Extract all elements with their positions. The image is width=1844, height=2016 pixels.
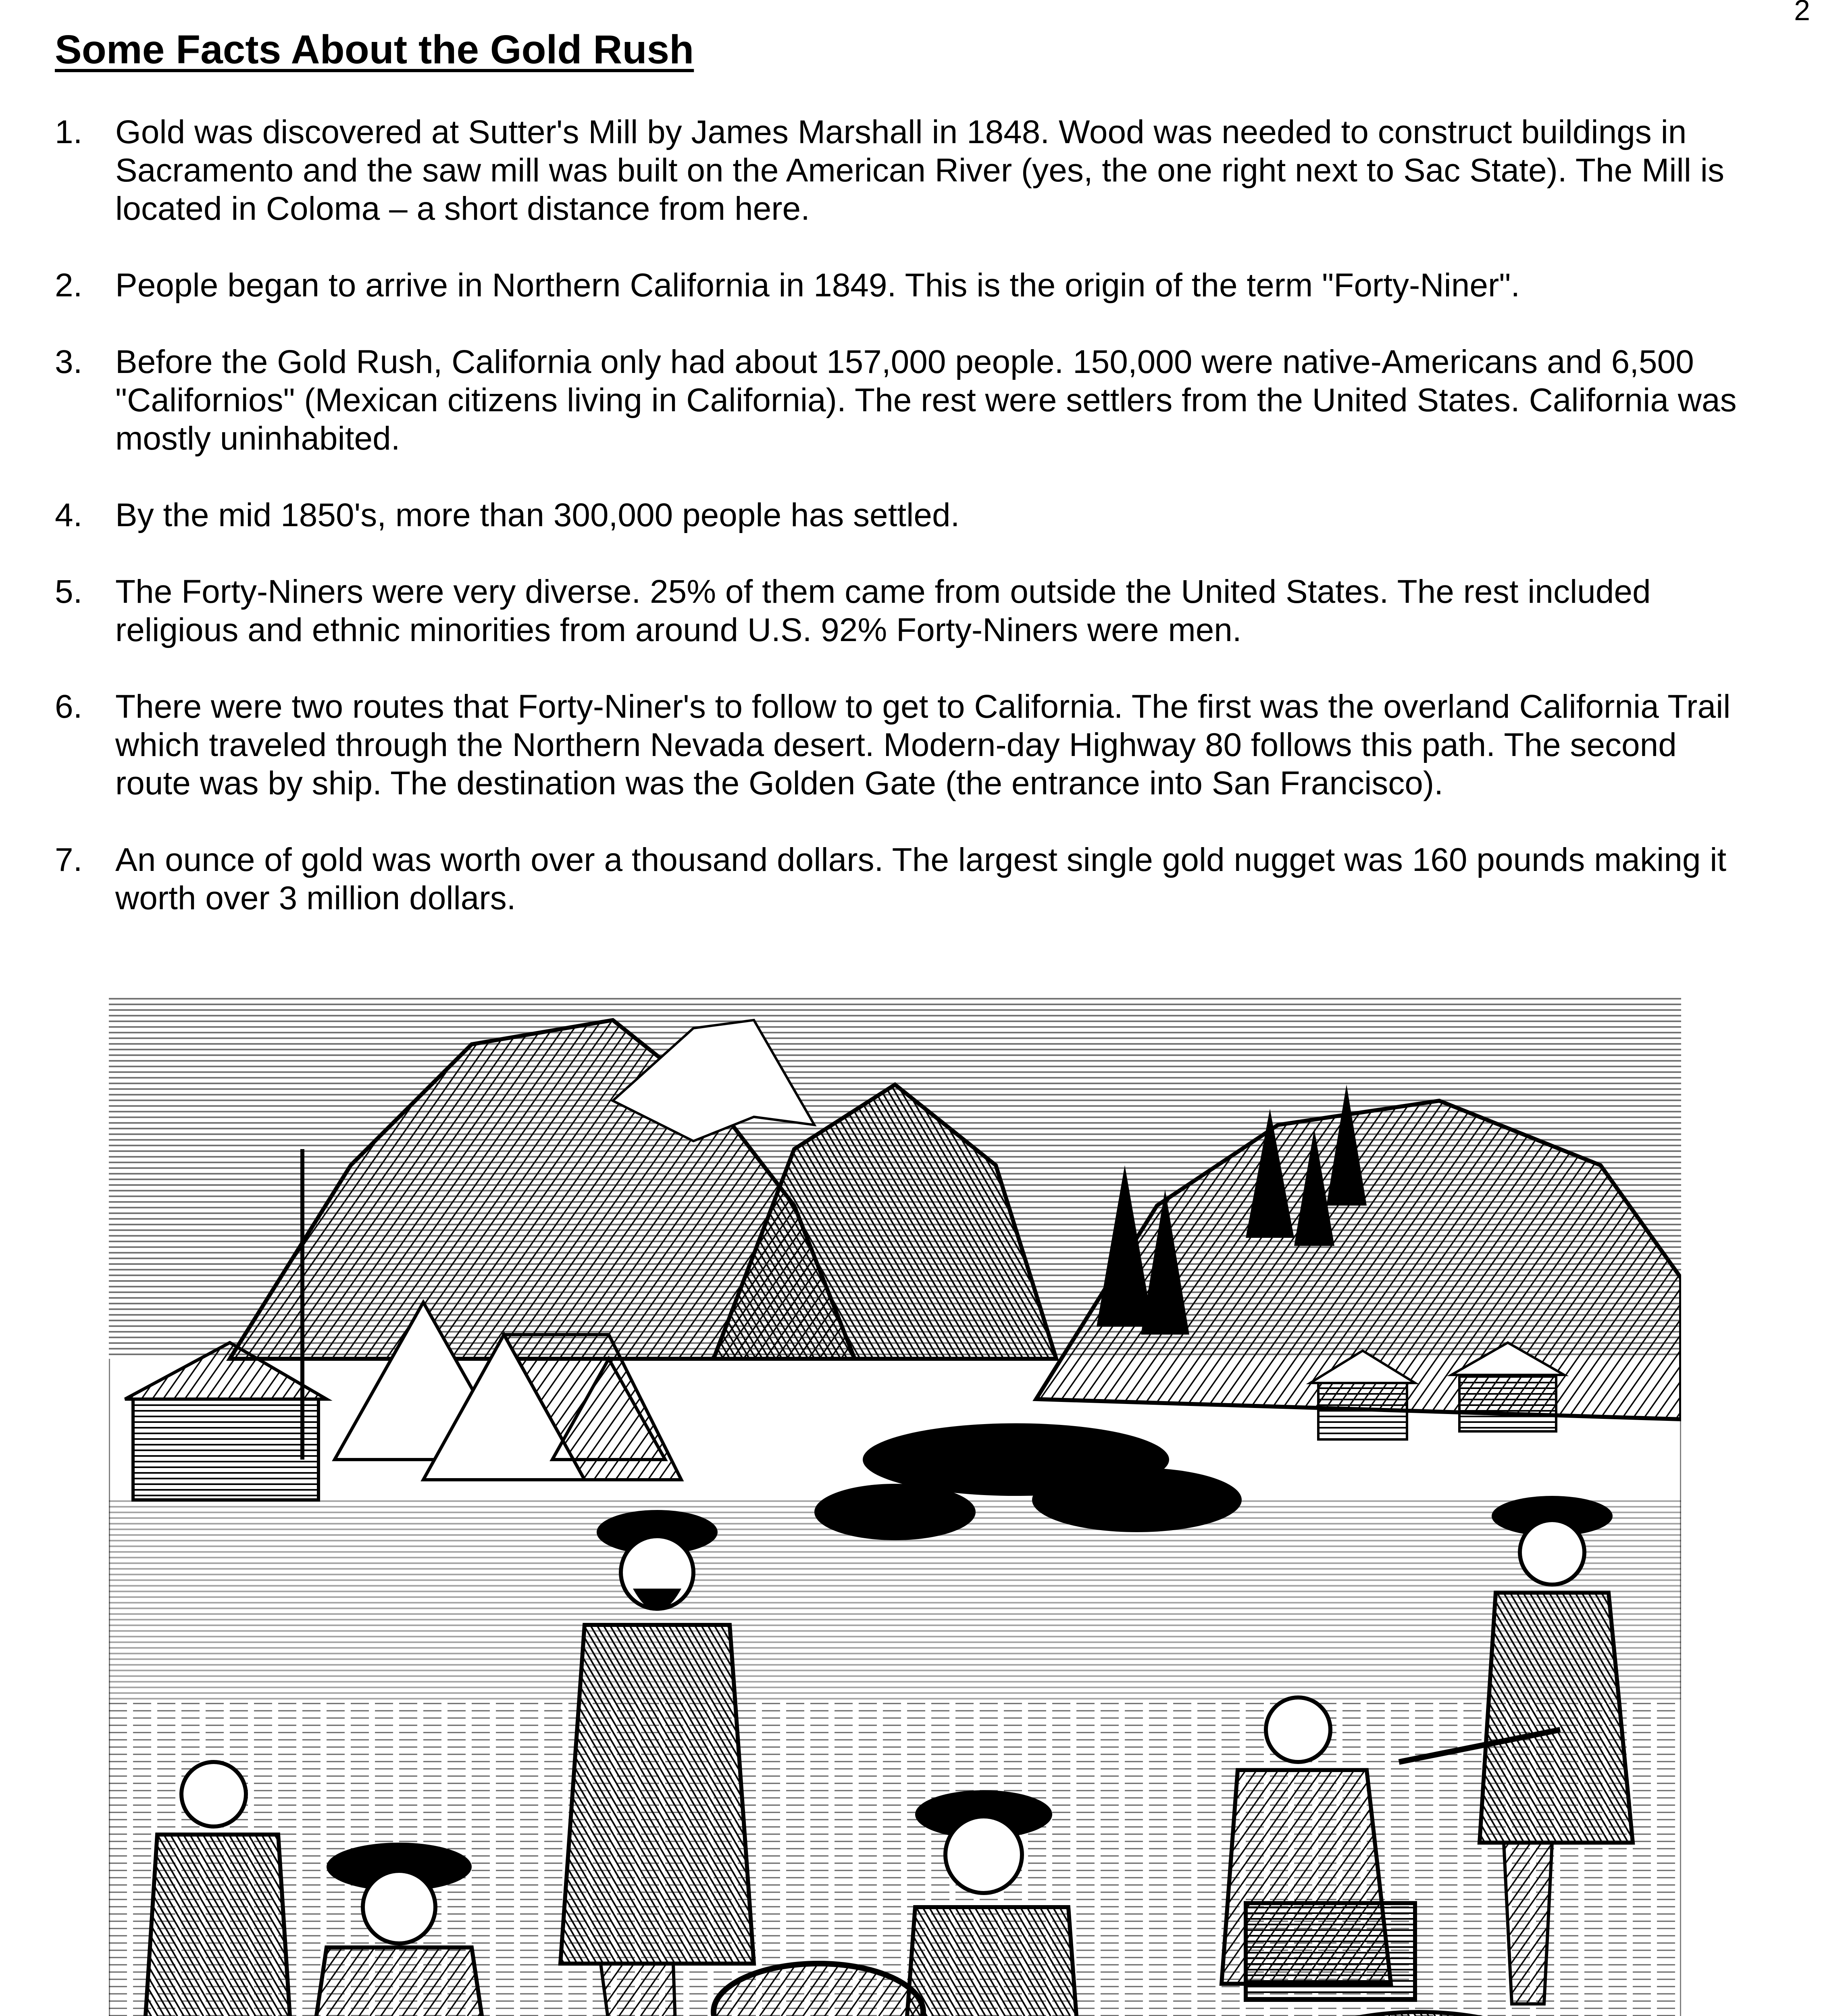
fact-item xyxy=(55,687,1748,802)
fact-item xyxy=(55,573,1748,649)
fact-number: 4. xyxy=(55,497,83,533)
fact-text: Before the Gold Rush, California only had about 157,000 people. 150,000 were native-Americans and 6,500 "Californios" (Mexican citizens living in California). The rest were settlers from the United States. California was mostly uninhabited. xyxy=(115,344,1737,457)
fact-text: The Forty-Niners were very diverse. 25% of them came from outside the United States. The rest included religious and ethnic minorities from around U.S. 92% Forty-Niners were men. xyxy=(115,573,1651,648)
fact-number: 1. xyxy=(55,114,83,150)
fact-text: By the mid 1850's, more than 300,000 people has settled. xyxy=(115,497,960,533)
fact-text: An ounce of gold was worth over a thousand dollars. The largest single gold nugget was 160 pounds making it worth over 3 million dollars. xyxy=(115,841,1727,916)
fact-item xyxy=(55,496,1748,534)
fact-item xyxy=(55,343,1748,458)
page-title: Some Facts About the Gold Rush xyxy=(55,27,694,72)
rocker-box xyxy=(1246,1903,1415,2000)
fact-number: 2. xyxy=(55,267,83,304)
fact-item xyxy=(55,266,1748,304)
fact-text: People began to arrive in Northern California in 1849. This is the origin of the term "Forty-Niner". xyxy=(115,267,1520,304)
gold-rush-engraving xyxy=(109,996,1681,2016)
fact-text: There were two routes that Forty-Niner's to follow to get to California. The first was the overland California Trail which traveled through the Northern Nevada desert. Modern-day Highway 80 follows this path. The second route was by ship. The destination was the Golden Gate (the entrance into San Francisco). xyxy=(115,688,1731,802)
fact-number: 3. xyxy=(55,344,83,380)
ground xyxy=(109,1500,1681,1702)
fact-item xyxy=(55,113,1748,228)
page-number: 2 xyxy=(1794,0,1810,27)
fact-item xyxy=(55,841,1748,917)
fact-number: 6. xyxy=(55,688,83,725)
facts-list xyxy=(55,113,1748,956)
fact-number: 7. xyxy=(55,841,83,878)
engraving-drawing xyxy=(109,996,1681,2016)
fact-text: Gold was discovered at Sutter's Mill by James Marshall in 1848. Wood was needed to construct buildings in Sacramento and the saw mill was built on the American River (yes, the one right next to Sac State). The Mill is located in Coloma – a short distance from here. xyxy=(115,114,1724,227)
fact-number: 5. xyxy=(55,573,83,610)
